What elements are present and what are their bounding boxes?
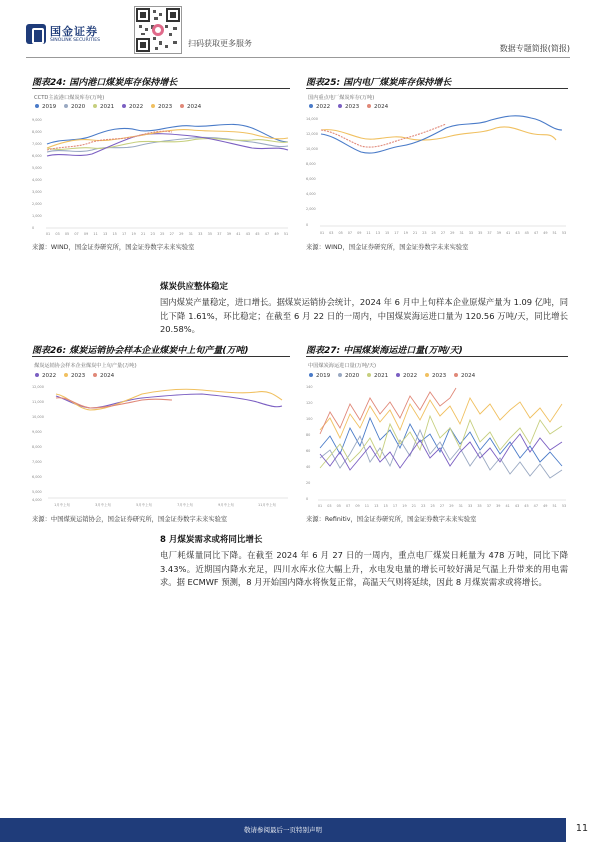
x-tick-label: 3月中上旬 (95, 503, 111, 507)
x-tick-label: 49 (543, 504, 548, 508)
chart-title: 中国煤炭海运进口量(万吨/天) (308, 363, 377, 369)
section-body-demand: 电厂耗煤量同比下降。在截至 2024 年 6 月 27 日的一周内，重点电厂煤炭日耗量为 478 万吨，同比下降 3.43%。近期国内降水充足，四川水库水位大幅上升，水电发电量的增长可较好满足气温上升带来的用电需求。据 ECMWF 预测，8 月开始国内降水将恢复正常，高温天气则将延续，因此 8 月煤炭需求或将增长。 (160, 550, 568, 588)
series-2024-line (320, 388, 456, 434)
figure-24-rule (32, 88, 290, 89)
brand-name-en: SINOLINK SECURITIES (50, 38, 101, 43)
x-tick-label: 11 (364, 504, 370, 508)
x-tick-label: 41 (505, 504, 510, 508)
figure-24-chart (32, 90, 290, 238)
series-lines (47, 124, 288, 156)
x-tick-label: 33 (467, 504, 473, 508)
x-tick-label: 09 (83, 232, 89, 236)
x-tick-label: 17 (394, 231, 399, 235)
x-tick-label: 1月中上旬 (54, 503, 70, 507)
x-tick-label: 25 (160, 232, 165, 236)
legend-2022: 2022 (129, 104, 144, 110)
x-tick-label: 13 (102, 232, 108, 236)
x-tick-label: 07 (347, 231, 353, 235)
x-tick-label: 05 (338, 231, 343, 235)
x-tick-label: 31 (188, 232, 193, 236)
x-tick-label: 15 (112, 232, 117, 236)
series-2022-line (56, 394, 282, 408)
qr-code[interactable] (134, 6, 182, 54)
y-axis-ticks (306, 385, 312, 501)
svg-text:6,000: 6,000 (306, 177, 316, 181)
y-axis-ticks (306, 117, 318, 227)
x-tick-label: 37 (487, 231, 492, 235)
series-2023-line (320, 398, 562, 438)
x-tick-label: 47 (533, 231, 539, 235)
section-title-supply: 煤炭供应整体稳定 (160, 282, 229, 292)
document-type: 数据专题简报(简报) (499, 44, 570, 53)
legend-2022: 2022 (403, 373, 418, 379)
figure-25-chart (306, 90, 568, 238)
x-tick-label: 43 (515, 231, 520, 235)
x-tick-label: 11 (366, 231, 371, 235)
x-tick-label: 01 (317, 504, 323, 508)
x-tick-label: 15 (383, 504, 388, 508)
svg-text:2,000: 2,000 (32, 202, 42, 206)
svg-text:40: 40 (306, 465, 311, 469)
x-tick-label: 05 (336, 504, 341, 508)
legend-2020: 2020 (71, 104, 86, 110)
x-tick-label: 03 (329, 231, 334, 235)
x-tick-label: 51 (552, 504, 557, 508)
svg-text:140: 140 (306, 385, 313, 389)
svg-text:0: 0 (306, 223, 309, 227)
x-tick-label: 35 (207, 232, 213, 236)
x-tick-label: 11 (93, 232, 98, 236)
x-tick-label: 21 (141, 232, 146, 236)
x-tick-label: 9月中上旬 (218, 503, 234, 507)
x-tick-label: 27 (440, 231, 446, 235)
x-tick-label: 33 (468, 231, 474, 235)
chart-title: CCTD主流港口煤炭库存(万吨) (34, 95, 105, 101)
x-tick-label: 41 (505, 231, 511, 235)
svg-text:3,000: 3,000 (32, 190, 42, 194)
x-tick-label: 49 (543, 231, 548, 235)
x-tick-label: 11月中上旬 (258, 503, 276, 507)
svg-text:80: 80 (306, 433, 311, 437)
legend-2023: 2023 (158, 104, 173, 110)
x-tick-label: 35 (478, 231, 483, 235)
y-axis-ticks (32, 385, 44, 502)
x-tick-label: 29 (179, 232, 184, 236)
series-lines (321, 116, 562, 153)
x-tick-label: 53 (561, 231, 567, 235)
x-tick-label: 27 (169, 232, 174, 236)
svg-text:5,000: 5,000 (32, 166, 42, 170)
x-tick-label: 27 (439, 504, 445, 508)
x-axis-ticks (318, 504, 566, 508)
x-tick-label: 47 (533, 504, 539, 508)
x-tick-label: 29 (450, 231, 455, 235)
series-lines (56, 389, 282, 410)
svg-text:100: 100 (306, 417, 313, 421)
x-tick-label: 5月中上旬 (136, 503, 152, 507)
qr-code-icon (135, 7, 181, 53)
x-tick-label: 45 (255, 232, 260, 236)
x-tick-label: 15 (384, 231, 390, 235)
x-tick-label: 13 (374, 504, 379, 508)
x-tick-label: 23 (421, 504, 426, 508)
page-number: 11 (575, 823, 588, 834)
series-2024-line (321, 124, 446, 147)
chart-title: 国内重点电厂煤炭库存(万吨) (308, 95, 375, 101)
section-body-supply: 国内煤炭产量稳定，进口增长。据煤炭运销协会统计，2024 年 6 月中上旬样本企业原煤产量为 1.09 亿吨，同比下降 1.61%，环比稳定；在截至 6 月 22 日的一周内，中国煤炭海运进口量为 120.56 万吨/天，同比增长 20.58%。 (160, 297, 568, 335)
figure-26-source: 来源：中国煤炭运销协会，国金证券研究所，国金证券数字未来实验室 (32, 516, 228, 523)
figure-26-rule (32, 356, 290, 357)
x-tick-label: 17 (392, 504, 398, 508)
figure-26-title: 图表26: 煤炭运销协会样本企业煤炭中上旬产量(万吨) (32, 346, 249, 356)
x-tick-label: 51 (552, 231, 557, 235)
x-tick-label: 39 (226, 232, 232, 236)
svg-text:8,000: 8,000 (32, 445, 42, 449)
svg-text:10,000: 10,000 (32, 415, 44, 419)
x-tick-label: 25 (431, 231, 436, 235)
legend-2022: 2022 (316, 104, 331, 110)
legend-2023: 2023 (71, 373, 86, 379)
figure-27-source: 来源：Refinitiv，国金证券研究所，国金证券数字未来实验室 (306, 516, 477, 523)
x-tick-label: 05 (64, 232, 70, 236)
brand-logo (26, 22, 126, 48)
legend-2019: 2019 (316, 373, 331, 379)
x-tick-label: 17 (121, 232, 127, 236)
x-tick-label: 47 (264, 232, 270, 236)
x-tick-label: 43 (245, 232, 251, 236)
figure-26-chart (32, 358, 290, 510)
x-tick-label: 19 (403, 231, 408, 235)
legend-2023: 2023 (345, 104, 360, 110)
brand-name-cn: 国金证券 (50, 25, 98, 38)
x-tick-label: 39 (496, 504, 501, 508)
x-tick-label: 21 (412, 231, 418, 235)
figure-27-chart (306, 358, 568, 510)
svg-text:9,000: 9,000 (32, 430, 42, 434)
x-axis-ticks (54, 502, 276, 507)
legend-2024: 2024 (374, 104, 389, 110)
x-tick-label: 37 (217, 232, 222, 236)
series-2022-line (321, 127, 556, 140)
figure-25-source: 来源：WIND，国金证券研究所，国金证券数字未来实验室 (306, 244, 469, 251)
x-tick-label: 19 (131, 232, 136, 236)
x-tick-label: 25 (430, 504, 435, 508)
svg-text:12,000: 12,000 (306, 132, 318, 136)
x-tick-label: 31 (459, 231, 464, 235)
x-tick-label: 35 (477, 504, 482, 508)
brand-mark-icon (26, 24, 46, 44)
header-divider (26, 57, 570, 58)
figure-24-title: 图表24: 国内港口煤炭库存保持增长 (32, 78, 178, 88)
svg-text:8,000: 8,000 (32, 130, 42, 134)
figure-25-title: 图表25: 国内电厂煤炭库存保持增长 (306, 78, 452, 88)
svg-text:60: 60 (306, 449, 311, 453)
svg-text:0: 0 (32, 226, 35, 230)
legend (309, 104, 389, 110)
x-tick-label: 09 (355, 504, 360, 508)
x-tick-label: 43 (514, 504, 520, 508)
x-tick-label: 07 (345, 504, 351, 508)
legend (35, 373, 115, 379)
x-tick-label: 03 (55, 232, 60, 236)
x-tick-label: 45 (524, 504, 529, 508)
x-axis-ticks (46, 232, 288, 236)
legend (309, 373, 476, 379)
svg-text:20: 20 (306, 481, 311, 485)
figure-27-rule (306, 356, 568, 357)
x-tick-label: 37 (486, 504, 492, 508)
x-tick-label: 7月中上旬 (177, 503, 193, 507)
y-axis-ticks (32, 118, 42, 230)
x-tick-label: 19 (402, 504, 407, 508)
legend (35, 104, 202, 110)
svg-text:7,000: 7,000 (32, 460, 42, 464)
qr-caption: 扫码获取更多服务 (188, 39, 252, 48)
x-tick-label: 39 (496, 231, 502, 235)
x-tick-label: 07 (74, 232, 79, 236)
legend-2024: 2024 (187, 104, 202, 110)
x-tick-label: 33 (198, 232, 203, 236)
x-tick-label: 23 (422, 231, 427, 235)
svg-text:4,000: 4,000 (32, 178, 42, 182)
svg-text:8,000: 8,000 (306, 162, 316, 166)
series-2023-line (321, 116, 562, 153)
x-tick-label: 41 (236, 232, 241, 236)
legend-2021: 2021 (374, 373, 389, 379)
footer-band (0, 818, 566, 842)
legend-2020: 2020 (345, 373, 360, 379)
x-tick-label: 29 (449, 504, 454, 508)
legend-2024: 2024 (461, 373, 476, 379)
x-tick-label: 23 (150, 232, 155, 236)
svg-text:9,000: 9,000 (32, 118, 42, 122)
svg-text:1,000: 1,000 (32, 214, 42, 218)
x-tick-label: 49 (274, 232, 279, 236)
x-tick-label: 21 (411, 504, 417, 508)
x-tick-label: 53 (561, 504, 567, 508)
x-axis-ticks (320, 231, 566, 235)
series-lines (320, 388, 562, 478)
footer-disclaimer[interactable]: 敬请参阅最后一页特别声明 (244, 826, 322, 834)
page-footer (0, 818, 596, 842)
x-tick-label: 45 (524, 231, 529, 235)
svg-text:11,000: 11,000 (32, 400, 44, 404)
x-tick-label: 51 (283, 232, 289, 236)
x-tick-label: 01 (319, 231, 325, 235)
svg-text:7,000: 7,000 (32, 142, 42, 146)
legend-2023: 2023 (432, 373, 447, 379)
x-tick-label: 09 (357, 231, 362, 235)
svg-text:14,000: 14,000 (306, 117, 318, 121)
x-tick-label: 13 (375, 231, 381, 235)
x-tick-label: 01 (45, 232, 51, 236)
x-tick-label: 03 (327, 504, 332, 508)
svg-text:10,000: 10,000 (306, 147, 318, 151)
figure-25-rule (306, 88, 568, 89)
legend-2024: 2024 (100, 373, 115, 379)
legend-2019: 2019 (42, 104, 57, 110)
legend-2021: 2021 (100, 104, 115, 110)
svg-text:6,000: 6,000 (32, 475, 42, 479)
chart-title: 煤炭运销协会样本企业煤炭中上旬产量(万吨) (34, 363, 137, 369)
section-title-demand: 8 月煤炭需求或将同比增长 (160, 535, 263, 545)
svg-text:2,000: 2,000 (306, 207, 316, 211)
figure-27-title: 图表27: 中国煤炭海运进口量(万吨/天) (306, 346, 463, 356)
svg-text:5,000: 5,000 (32, 490, 42, 494)
svg-text:6,000: 6,000 (32, 154, 42, 158)
figure-24-source: 来源：WIND，国金证券研究所，国金证券数字未来实验室 (32, 244, 195, 251)
svg-text:4,000: 4,000 (32, 498, 42, 502)
x-tick-label: 31 (458, 504, 463, 508)
svg-text:4,000: 4,000 (306, 192, 316, 196)
svg-text:0: 0 (306, 497, 309, 501)
svg-text:120: 120 (306, 401, 313, 405)
svg-text:12,000: 12,000 (32, 385, 44, 389)
legend-2022: 2022 (42, 373, 57, 379)
